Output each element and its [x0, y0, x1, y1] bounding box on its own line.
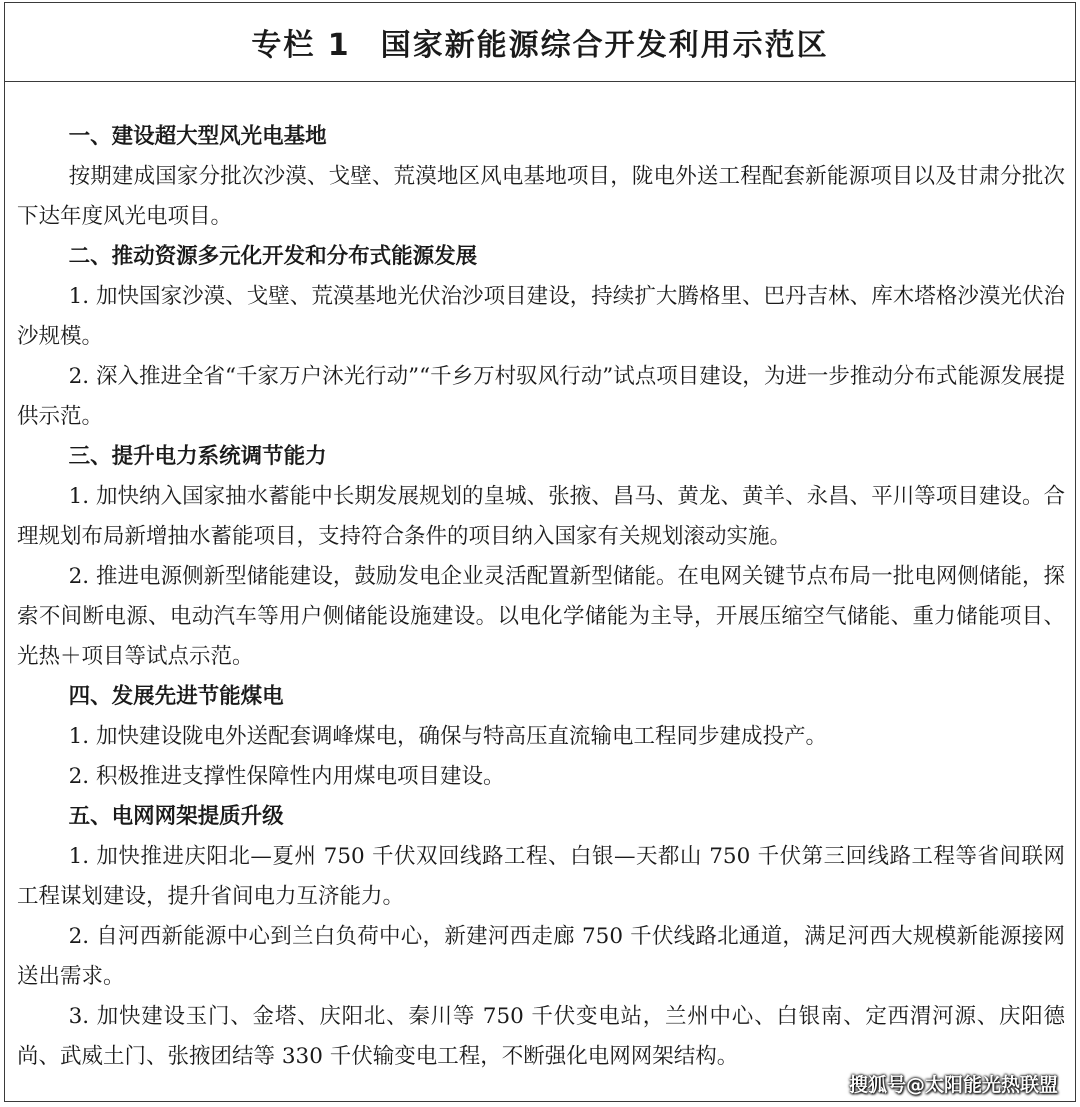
- section-paragraph: 2. 积极推进支撑性保障性内用煤电项目建设。: [68, 764, 505, 789]
- section-paragraph: 按期建成国家分批次沙漠、戈壁、荒漠地区风电基地项目，陇电外送工程配套新能源项目以及甘肃分批次下达年度风光电项目。: [17, 164, 1065, 229]
- section-paragraph: 2. 推进电源侧新型储能建设，鼓励发电企业灵活配置新型储能。在电网关键节点布局一批电网侧储能，探索不间断电源、电动汽车等用户侧储能设施建设。以电化学储能为主导，开展压缩空气储能、重力储能项目、光热＋项目等试点示范。: [17, 564, 1065, 669]
- section-paragraph: 1. 加快推进庆阳北—夏州 750 千伏双回线路工程、白银—天都山 750 千伏第三回线路工程等省间联网工程谋划建设，提升省间电力互济能力。: [17, 844, 1065, 909]
- section-paragraph: 2. 深入推进全省“千家万户沐光行动”“千乡万村驭风行动”试点项目建设，为进一步推动分布式能源发展提供示范。: [17, 364, 1065, 429]
- column-label: 专栏 1: [251, 28, 351, 63]
- section-heading: 一、建设超大型风光电基地: [68, 124, 327, 149]
- section-heading: 四、发展先进节能煤电: [68, 684, 284, 709]
- section-paragraph: 1. 加快建设陇电外送配套调峰煤电，确保与特高压直流输电工程同步建成投产。: [68, 724, 827, 749]
- watermark: 搜狐号@太阳能光热联盟: [848, 1074, 1058, 1096]
- column-box: [4, 2, 1076, 1102]
- section-heading: 三、提升电力系统调节能力: [68, 444, 327, 469]
- section-paragraph: 1. 加快国家沙漠、戈壁、荒漠基地光伏治沙项目建设，持续扩大腾格里、巴丹吉林、库木塔格沙漠光伏治沙规模。: [17, 284, 1065, 349]
- section-paragraph: 1. 加快纳入国家抽水蓄能中长期发展规划的皇城、张掖、昌马、黄龙、黄羊、永昌、平川等项目建设。合理规划布局新增抽水蓄能项目，支持符合条件的项目纳入国家有关规划滚动实施。: [17, 484, 1065, 549]
- title-bar: [5, 3, 1075, 82]
- section-paragraph: 2. 自河西新能源中心到兰白负荷中心，新建河西走廊 750 千伏线路北通道，满足河西大规模新能源接网送出需求。: [17, 924, 1065, 989]
- column-title-text: 国家新能源综合开发利用示范区: [380, 28, 829, 63]
- section-heading: 五、电网网架提质升级: [68, 804, 284, 829]
- section-heading: 二、推动资源多元化开发和分布式能源发展: [68, 244, 478, 269]
- column-title: [251, 20, 828, 64]
- column-content: [17, 117, 1065, 1077]
- section-paragraph: 3. 加快建设玉门、金塔、庆阳北、秦川等 750 千伏变电站，兰州中心、白银南、定西渭河源、庆阳德尚、武威土门、张掖团结等 330 千伏输变电工程，不断强化电网网架结构。: [17, 1004, 1065, 1069]
